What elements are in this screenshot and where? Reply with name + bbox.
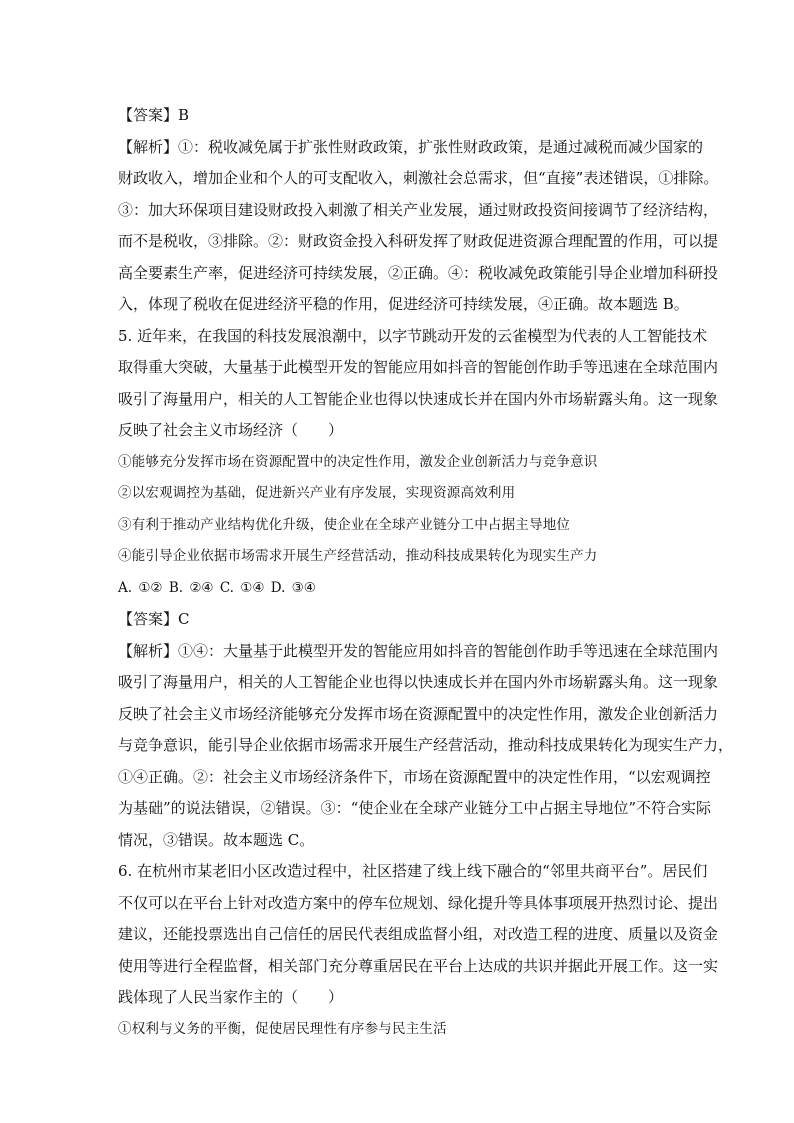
question-5-option: ④能引导企业依据市场需求开展生产经营活动，推动科技成果转化为现实生产力 bbox=[118, 548, 598, 564]
analysis-text: 吸引了海量用户，相关的人工智能企业也得以快速成长并在国内外市场崭露头角。这一现象 bbox=[118, 673, 719, 691]
analysis-text: ③：加大环保项目建设财政投入刺激了相关产业发展，通过财政投资间接调节了经济结构， bbox=[118, 200, 719, 219]
analysis-text: 为基础”的说法错误，②错误。③：“使企业在全球产业链分工中占据主导地位”不符合实际 bbox=[118, 799, 712, 817]
question-5-stem: 吸引了海量用户，相关的人工智能企业也得以快速成长并在国内外市场崭露头角。这一现象 bbox=[118, 389, 719, 408]
answer-label: 【答案】B bbox=[118, 106, 190, 124]
question-6-stem: 6. 在杭州市某老旧小区改造过程中，社区搭建了线上线下融合的“邻里共商平台”。居民们 bbox=[118, 862, 708, 880]
analysis-text: 而不是税收，③排除。②：财政资金投入科研发挥了财政促进资源合理配置的作用，可以提 bbox=[118, 232, 719, 250]
question-5-option: ①能够充分发挥市场在资源配置中的决定性作用，激发企业创新活力与竞争意识 bbox=[118, 453, 598, 470]
answer-label: 【答案】C bbox=[118, 610, 190, 628]
document-page bbox=[118, 100, 734, 1045]
analysis-text: 【解析】①：税收减免属于扩张性财政政策，扩张性财政政策，是通过减税而减少国家的 bbox=[118, 137, 704, 156]
question-6-stem: 使用等进行全程监督，相关部门充分尊重居民在平台上达成的共识并据此开展工作。这一实 bbox=[118, 956, 719, 975]
analysis-text: 入，体现了税收在促进经济平稳的作用，促进经济可持续发展，④正确。故本题选 B。 bbox=[118, 295, 689, 313]
analysis-text: 与竞争意识，能引导企业依据市场需求开展生产经营活动，推动科技成果转化为现实生产力， bbox=[118, 736, 734, 754]
question-6-stem: 践体现了人民当家作主的（ ） bbox=[118, 988, 344, 1006]
question-5-stem: 5. 近年来，在我国的科技发展浪潮中，以字节跳动开发的云雀模型为代表的人工智能技术 bbox=[118, 326, 708, 345]
analysis-text: 反映了社会主义市场经济能够充分发挥市场在资源配置中的决定性作用，激发企业创新活力 bbox=[118, 704, 719, 723]
analysis-text: ①④正确。②：社会主义市场经济条件下，市场在资源配置中的决定性作用，“以宏观调控 bbox=[118, 767, 711, 786]
analysis-text: 财政收入，增加企业和个人的可支配收入，刺激社会总需求，但“直接”表述错误，①排除。 bbox=[118, 169, 719, 187]
question-6-stem: 不仅可以在平台上针对改造方案中的停车位规划、绿化提升等具体事项展开热烈讨论、提出 bbox=[118, 893, 719, 912]
question-5-choices: A. ①② B. ②④ C. ①④ D. ③④ bbox=[118, 579, 316, 596]
analysis-text: 高全要素生产率，促进经济可持续发展，②正确。④：税收减免政策能引导企业增加科研投 bbox=[118, 263, 719, 282]
question-6-stem: 建议，还能投票选出自己信任的居民代表组成监督小组，对改造工程的进度、质量以及资金 bbox=[118, 925, 719, 943]
question-5-stem: 反映了社会主义市场经济（ ） bbox=[118, 421, 344, 439]
question-5-option: ③有利于推动产业结构优化升级，使企业在全球产业链分工中占据主导地位 bbox=[118, 516, 571, 533]
analysis-text: 【解析】①④：大量基于此模型开发的智能应用如抖音的智能创作助手等迅速在全球范围内 bbox=[118, 641, 719, 660]
analysis-text: 情况，③错误。故本题选 C。 bbox=[118, 830, 315, 849]
question-5-stem: 取得重大突破，大量基于此模型开发的智能应用如抖音的智能创作助手等迅速在全球范围内 bbox=[118, 358, 719, 376]
question-5-option: ②以宏观调控为基础，促进新兴产业有序发展，实现资源高效利用 bbox=[118, 485, 516, 501]
question-6-option: ①权利与义务的平衡，促使居民理性有序参与民主生活 bbox=[118, 1020, 447, 1037]
